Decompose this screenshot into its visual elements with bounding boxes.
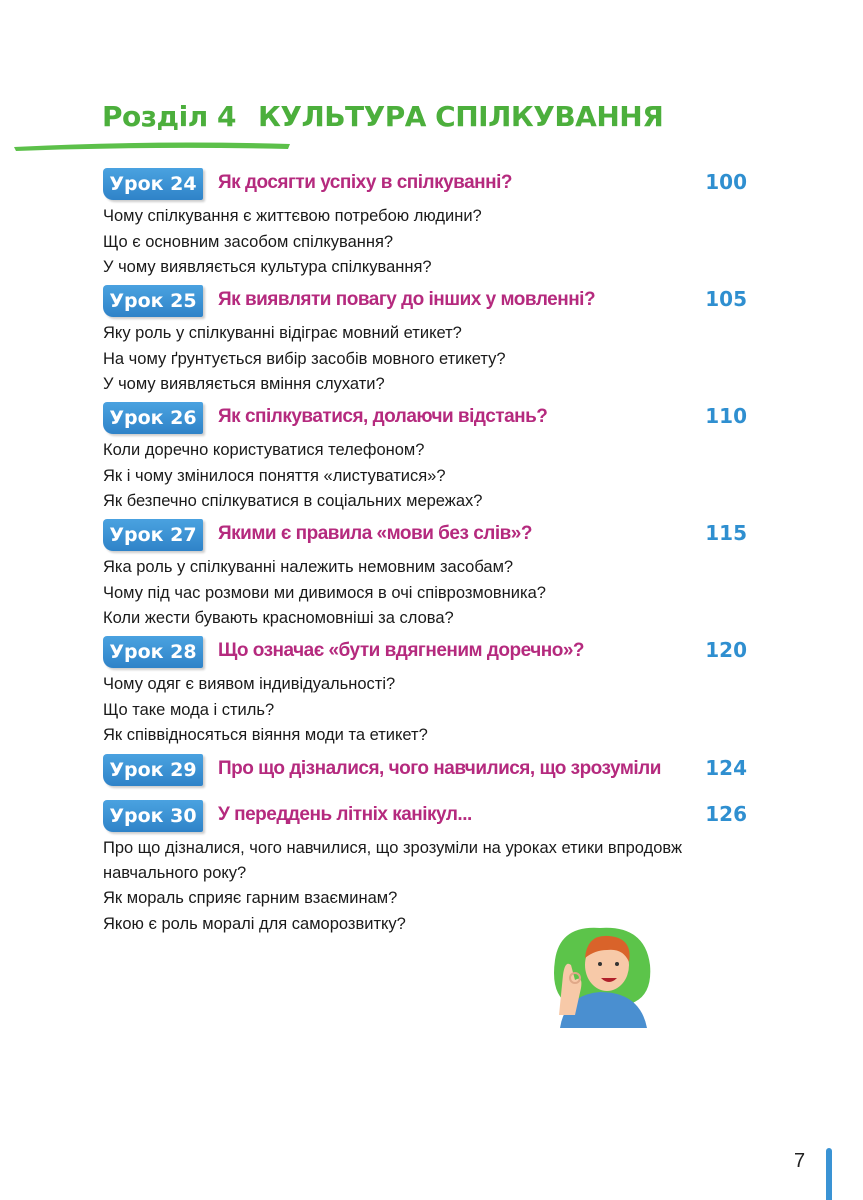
- lesson-question: У чому виявляється культура спілкування?: [103, 258, 432, 276]
- lesson-header: [103, 402, 763, 436]
- page-number: 7: [794, 1150, 806, 1172]
- lesson-question: Як співвідносяться віяння моди та етикет?: [103, 726, 428, 744]
- lesson-questions: [103, 670, 763, 748]
- lesson-title: У переддень літніх канікул...: [218, 804, 472, 825]
- lesson-question: На чому ґрунтується вибір засобів мовного етикету?: [103, 349, 506, 368]
- lesson-header: [103, 800, 763, 834]
- lesson-question: Чому одяг є виявом індивідуальності?: [103, 675, 396, 693]
- lesson-badge: Урок 24: [103, 168, 203, 200]
- chapter-title: КУЛЬТУРА СПІЛКУВАННЯ: [257, 100, 664, 133]
- lesson-questions: [103, 553, 763, 631]
- lesson-question: Як мораль сприяє гарним взаєминам?: [103, 889, 398, 907]
- lesson-header: [103, 285, 763, 319]
- lesson-entry: [103, 754, 763, 789]
- lesson-page: 110: [705, 404, 747, 428]
- lesson-title: Як спілкуватися, долаючи відстань?: [218, 406, 548, 427]
- lesson-question: Коли доречно користуватися телефоном?: [103, 441, 425, 459]
- lesson-questions: [103, 436, 763, 514]
- page-edge-bar: [826, 1148, 832, 1200]
- lesson-badge: Урок 29: [103, 754, 203, 786]
- lesson-questions: [103, 202, 763, 280]
- lesson-questions: [103, 788, 763, 789]
- lesson-page: 120: [705, 638, 747, 662]
- lesson-title: Якими є правила «мови без слів»?: [218, 523, 532, 544]
- chapter-underline: [12, 138, 292, 152]
- chapter-heading: [102, 100, 663, 133]
- lesson-question: Що таке мода і стиль?: [103, 700, 275, 719]
- lesson-title: Про що дізналися, чого навчилися, що зрозуміли: [218, 758, 661, 779]
- lesson-question: Яка роль у спілкуванні належить немовним засобам?: [103, 558, 514, 576]
- lesson-header: [103, 168, 763, 202]
- lesson-title: Що означає «бути вдягненим доречно»?: [218, 640, 585, 661]
- lesson-question: У чому виявляється вміння слухати?: [103, 375, 385, 393]
- lesson-page: 105: [705, 287, 747, 311]
- lesson-question: Як безпечно спілкуватися в соціальних мережах?: [103, 492, 483, 510]
- lesson-question: Чому спілкування є життєвою потребою людини?: [103, 207, 482, 225]
- lesson-title: Як досягти успіху в спілкуванні?: [218, 172, 513, 193]
- lesson-badge: Урок 27: [103, 519, 203, 551]
- lesson-badge: Урок 26: [103, 402, 203, 434]
- lesson-question: Як і чому змінилося поняття «листуватися»?: [103, 466, 446, 485]
- lesson-entry: [103, 285, 763, 397]
- lesson-entry: [103, 519, 763, 631]
- lesson-question: Чому під час розмови ми дивимося в очі співрозмовника?: [103, 583, 546, 602]
- lesson-header: [103, 754, 763, 788]
- lesson-badge: Урок 28: [103, 636, 203, 668]
- lesson-question: Яку роль у спілкуванні відіграє мовний етикет?: [103, 324, 462, 342]
- lesson-header: [103, 519, 763, 553]
- lesson-badge: Урок 30: [103, 800, 203, 832]
- lesson-entry: [103, 636, 763, 748]
- lesson-question: Якою є роль моралі для саморозвитку?: [103, 914, 406, 933]
- lesson-entry: [103, 168, 763, 280]
- boy-ok-gesture-illustration: [545, 920, 655, 1030]
- lesson-question: Про що дізналися, чого навчилися, що зрозуміли на уроках етики впродовж навчального року?: [103, 839, 682, 882]
- lesson-title: Як виявляти повагу до інших у мовленні?: [218, 289, 596, 310]
- lesson-page: 124: [705, 756, 747, 780]
- lesson-page: 126: [705, 802, 747, 826]
- lesson-header: [103, 636, 763, 670]
- chapter-label: Розділ 4: [102, 100, 236, 133]
- lesson-entry: [103, 800, 763, 936]
- lesson-page: 100: [705, 170, 747, 194]
- lesson-questions: [103, 319, 763, 397]
- lesson-questions: [103, 834, 763, 936]
- lesson-entry: [103, 402, 763, 514]
- lesson-question: Коли жести бувають красномовніші за слова?: [103, 609, 454, 627]
- lesson-question: Що є основним засобом спілкування?: [103, 232, 394, 251]
- lesson-badge: Урок 25: [103, 285, 203, 317]
- lesson-page: 115: [705, 521, 747, 545]
